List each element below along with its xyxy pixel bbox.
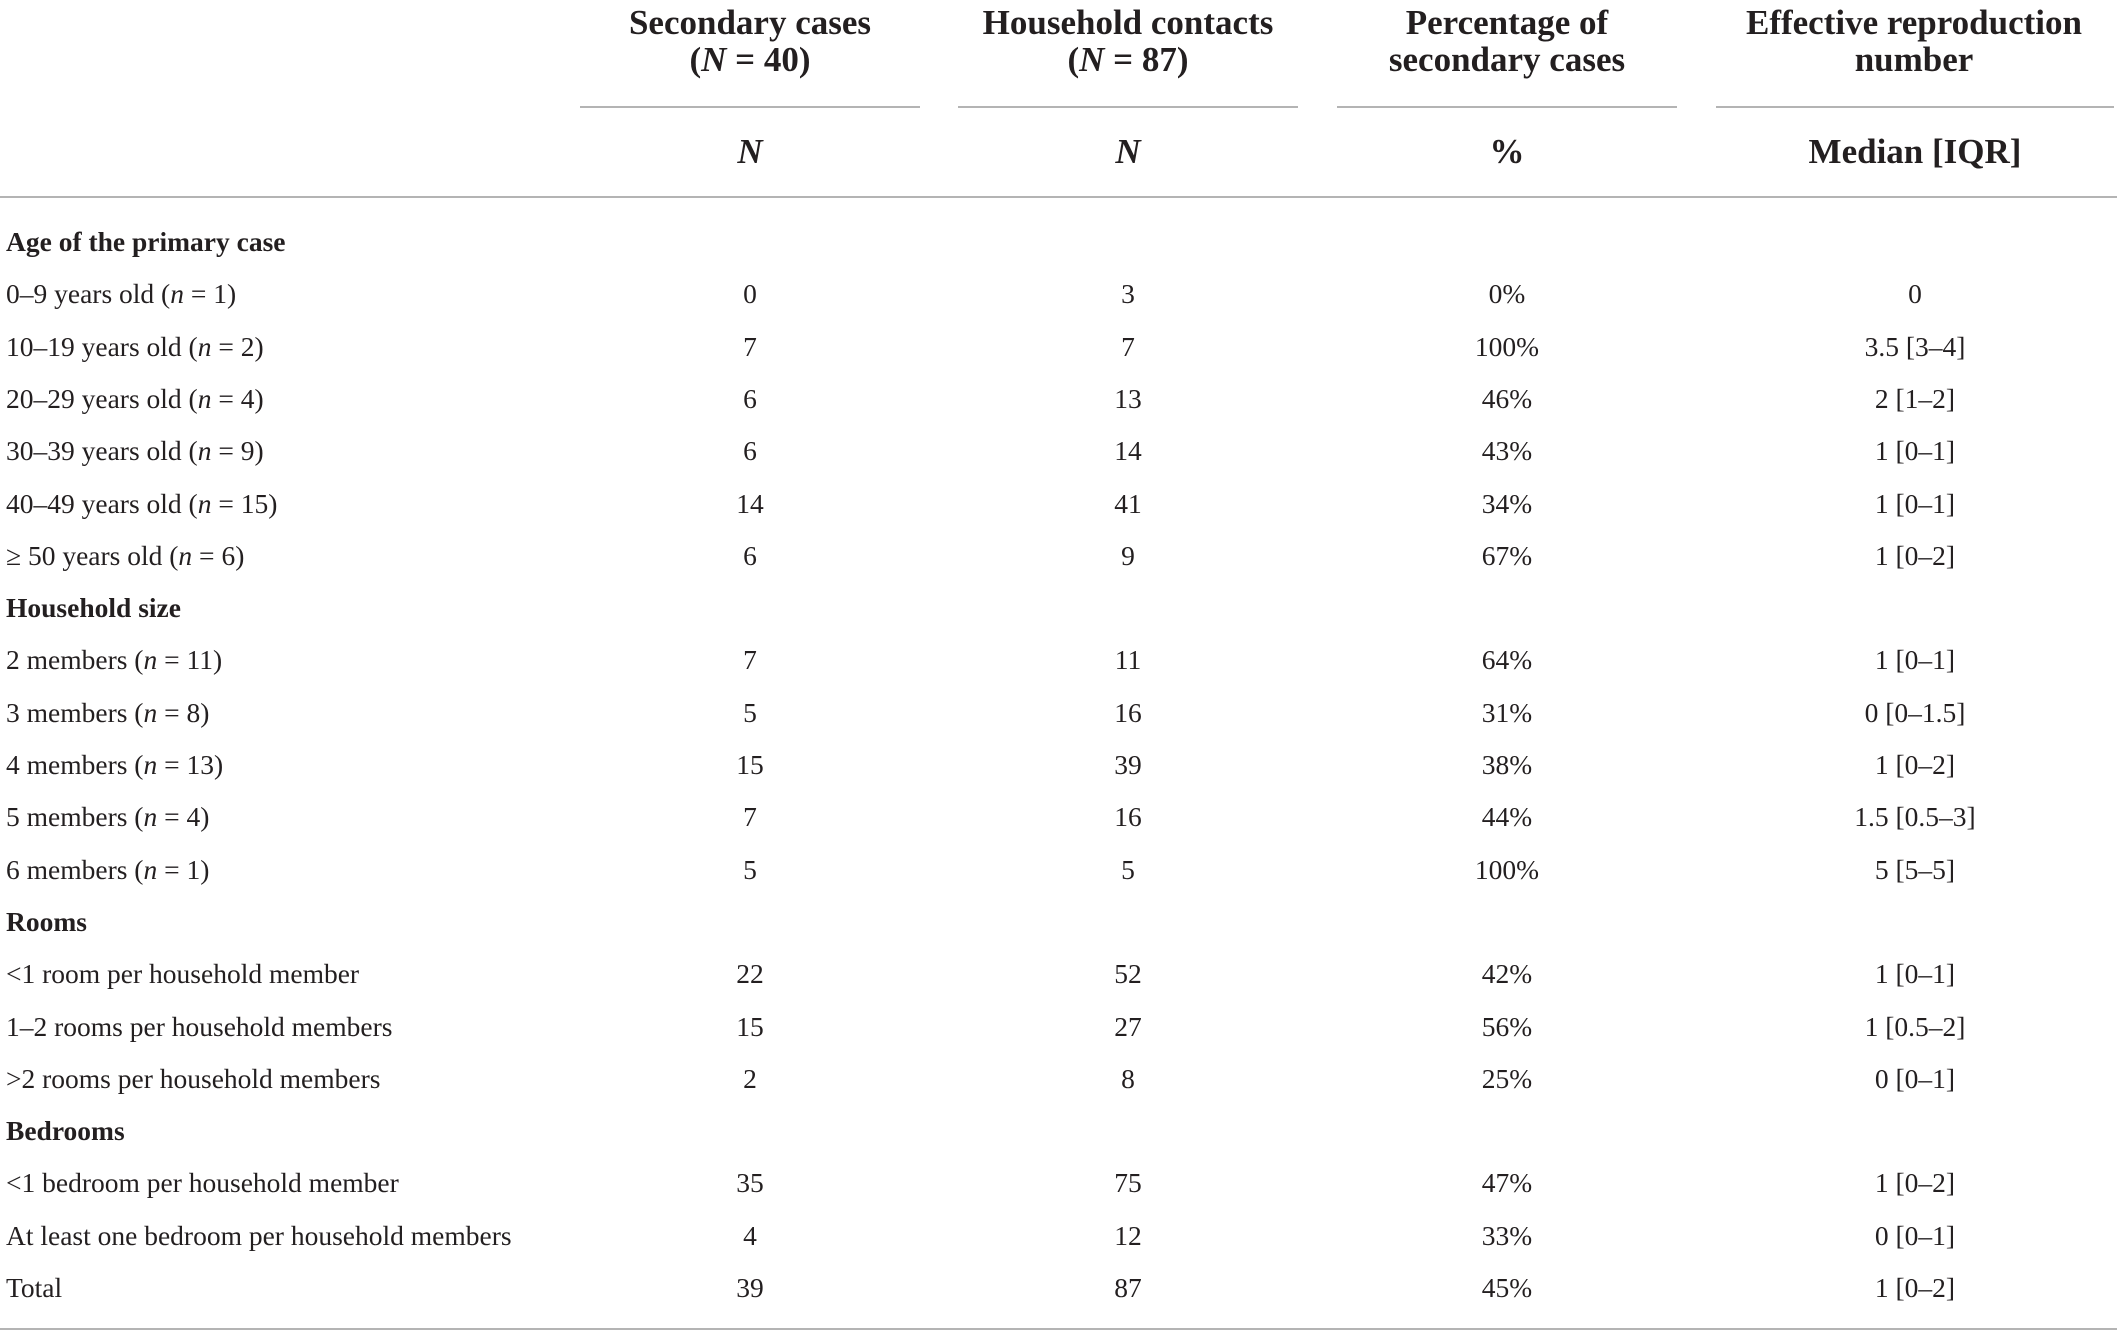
table-cell: 25% [1481, 1062, 1533, 1094]
table-cell: 39 [1114, 749, 1142, 780]
table-cell: 11 [1114, 644, 1142, 676]
table-cell: 22 [736, 958, 764, 990]
table-cell: 0 [0–1.5] [1864, 696, 1966, 728]
table-row [0, 693, 2117, 733]
table-cell: 1 [0–1] [1874, 644, 1956, 676]
col-header-n: (N = 87) [1067, 40, 1189, 79]
table-cell: 1 [0–1] [1874, 958, 1956, 990]
table-cell: 56% [1481, 1010, 1533, 1042]
table-cell: 15 [736, 749, 764, 780]
table-row [0, 1268, 2117, 1308]
table-cell: 14 [1114, 435, 1142, 467]
subheader-n-contacts: N [1115, 132, 1141, 171]
table-cell: 100% [1474, 853, 1540, 885]
header-rule-3 [1337, 106, 1677, 108]
col-header-percentage [1337, 4, 1677, 78]
table-cell: 9 [1121, 539, 1135, 571]
table-row [0, 379, 2117, 419]
table-cell: 0 [743, 278, 757, 310]
table-row [0, 484, 2117, 524]
header-rule-1 [580, 106, 920, 108]
table-cell: 15 [736, 1010, 764, 1042]
table-cell: 0% [1488, 278, 1526, 310]
row-label: 2 members (n = 11) [6, 644, 223, 676]
header-rule-2 [958, 106, 1298, 108]
table-bottom-rule [0, 1328, 2117, 1330]
row-label: 5 members (n = 4) [6, 801, 210, 833]
section-label: Rooms [6, 905, 87, 937]
table-cell: 43% [1481, 435, 1533, 467]
table-cell: 8 [1121, 1062, 1135, 1094]
table-row [0, 1007, 2117, 1047]
table-cell: 35 [736, 1167, 764, 1199]
table-cell: 33% [1481, 1219, 1533, 1251]
row-label: At least one bedroom per household members [6, 1219, 512, 1251]
table-cell: 27 [1114, 1010, 1142, 1042]
table-cell: 67% [1481, 539, 1533, 571]
col-header-title: Effective reproduction [1745, 3, 2082, 42]
col-header-title: Percentage of [1405, 3, 1609, 42]
table-cell: 64% [1481, 644, 1533, 676]
table-cell: 1 [0–2] [1874, 539, 1956, 571]
table-header-rule [0, 196, 2117, 198]
section-label: Household size [6, 592, 181, 624]
table-cell: 47% [1481, 1167, 1533, 1199]
table-cell: 7 [743, 330, 757, 362]
row-label: ≥ 50 years old (n = 6) [6, 539, 245, 571]
col-header-household-contacts [958, 4, 1298, 78]
subheader-percent: % [1489, 132, 1525, 171]
table-cell: 5 [1121, 853, 1135, 885]
table-cell: 7 [743, 801, 757, 833]
table-row [0, 745, 2117, 785]
table-cell: 1 [0–2] [1874, 1167, 1956, 1199]
row-label: 4 members (n = 13) [6, 749, 224, 780]
col-header-title: Secondary cases [628, 3, 872, 42]
table-cell: 42% [1481, 958, 1533, 990]
table-cell: 44% [1481, 801, 1533, 833]
table-cell: 16 [1114, 801, 1142, 833]
table-cell: 46% [1481, 382, 1533, 414]
header-rule-4 [1716, 106, 2114, 108]
table-cell: 12 [1114, 1219, 1142, 1251]
col-header-title-line2: secondary cases [1388, 40, 1626, 79]
table-cell: 1 [0–1] [1874, 487, 1956, 519]
row-label: >2 rooms per household members [6, 1062, 381, 1094]
table-cell: 52 [1114, 958, 1142, 990]
table-cell: 38% [1481, 749, 1533, 780]
row-label: <1 room per household member [6, 958, 360, 990]
section-label: Age of the primary case [6, 226, 286, 257]
table-row [0, 1216, 2117, 1256]
row-label: 30–39 years old (n = 9) [6, 435, 264, 467]
table-row [0, 1163, 2117, 1203]
table-cell: 41 [1114, 487, 1142, 519]
row-label: 0–9 years old (n = 1) [6, 278, 237, 310]
table-cell: 75 [1114, 1167, 1142, 1199]
table-cell: 1 [0.5–2] [1864, 1010, 1966, 1042]
table-cell: 5 [5–5] [1874, 853, 1956, 885]
table-cell: 0 [1908, 278, 1922, 310]
table-cell: 45% [1481, 1272, 1533, 1303]
table-cell: 4 [743, 1219, 757, 1251]
table-row [0, 640, 2117, 680]
table-row [0, 536, 2117, 576]
table-cell: 3 [1121, 278, 1135, 310]
table-cell: 87 [1114, 1272, 1142, 1303]
row-label: 40–49 years old (n = 15) [6, 487, 278, 519]
row-label: 6 members (n = 1) [6, 853, 210, 885]
section-label: Bedrooms [6, 1115, 125, 1147]
table-cell: 39 [736, 1272, 764, 1303]
table-cell: 5 [743, 696, 757, 728]
table-cell: 6 [743, 382, 757, 414]
table-cell: 1 [0–1] [1874, 435, 1956, 467]
table-cell: 1 [0–2] [1874, 1272, 1956, 1303]
table-cell: 31% [1481, 696, 1533, 728]
row-label: Total [6, 1272, 63, 1303]
table-row [0, 850, 2117, 890]
row-label: 1–2 rooms per household members [6, 1010, 393, 1042]
subheader-median-iqr: Median [IQR] [1808, 132, 2022, 171]
table-cell: 0 [0–1] [1874, 1062, 1956, 1094]
table-cell: 7 [1121, 330, 1135, 362]
table-row [0, 431, 2117, 471]
col-header-reproduction-number [1714, 4, 2114, 78]
table-cell: 6 [743, 539, 757, 571]
subheader-n-secondary: N [737, 132, 763, 171]
table-row [0, 327, 2117, 367]
row-label: 20–29 years old (n = 4) [6, 382, 264, 414]
col-header-n: (N = 40) [689, 40, 811, 79]
row-label: <1 bedroom per household member [6, 1167, 399, 1199]
table-cell: 13 [1114, 382, 1142, 414]
table-cell: 0 [0–1] [1874, 1219, 1956, 1251]
table-cell: 7 [743, 644, 757, 676]
table-cell: 14 [736, 487, 764, 519]
table-cell: 1.5 [0.5–3] [1854, 801, 1976, 833]
row-label: 3 members (n = 8) [6, 696, 210, 728]
table-row [0, 274, 2117, 314]
table-cell: 5 [743, 853, 757, 885]
table-row [0, 1059, 2117, 1099]
table-row [0, 797, 2117, 837]
row-label: 10–19 years old (n = 2) [6, 330, 264, 362]
col-header-secondary-cases [580, 4, 920, 78]
table-cell: 16 [1114, 696, 1142, 728]
col-header-title-line2: number [1854, 40, 1974, 79]
table-cell: 1 [0–2] [1874, 749, 1956, 780]
col-header-title: Household contacts [982, 3, 1274, 42]
table-cell: 2 [1–2] [1874, 382, 1956, 414]
table-cell: 3.5 [3–4] [1864, 330, 1966, 362]
table-cell: 34% [1481, 487, 1533, 519]
table-cell: 2 [743, 1062, 757, 1094]
section-header-row [0, 1111, 2117, 1151]
section-header-row [0, 222, 2117, 262]
table-cell: 6 [743, 435, 757, 467]
table-cell: 100% [1474, 330, 1540, 362]
section-header-row [0, 902, 2117, 942]
table-row [0, 954, 2117, 994]
section-header-row [0, 588, 2117, 628]
